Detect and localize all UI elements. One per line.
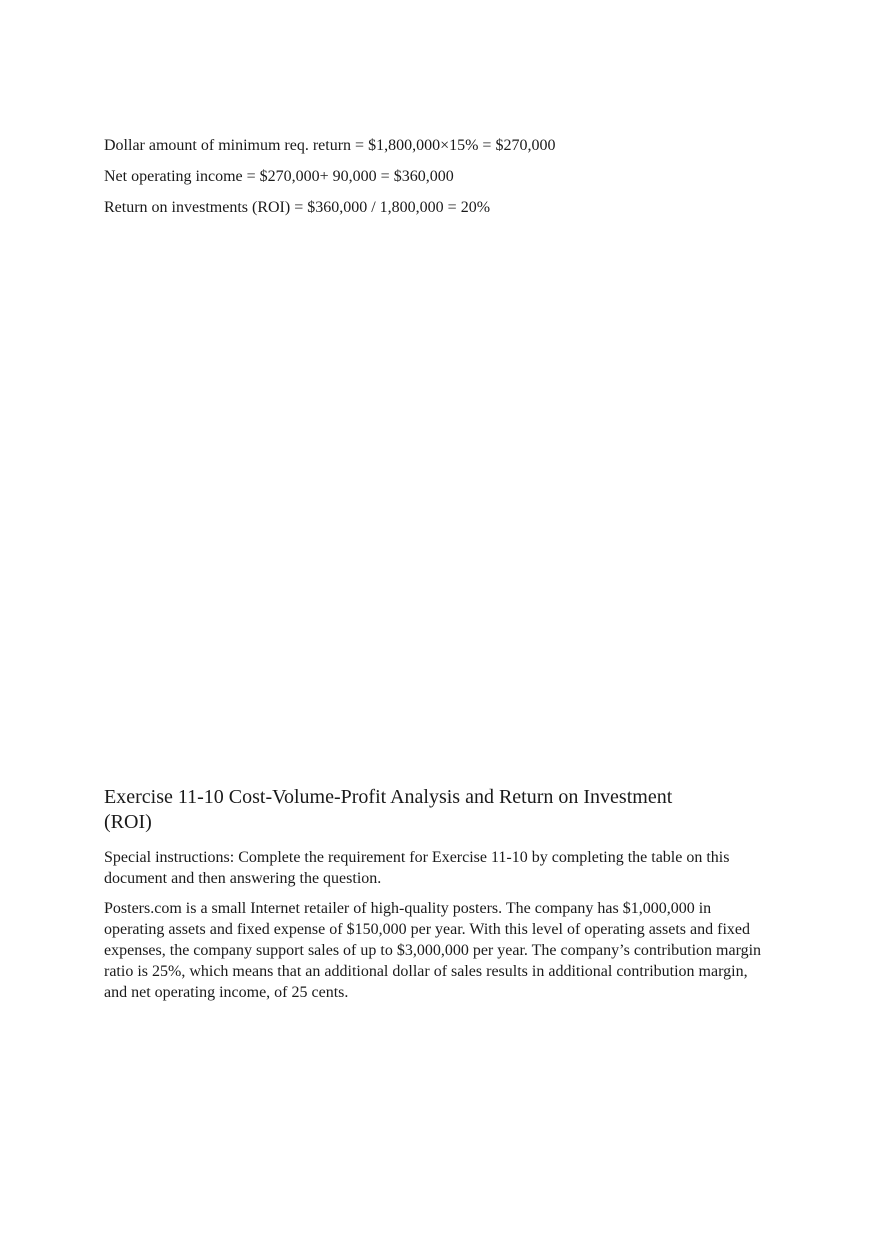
net-operating-income-line: Net operating income = $270,000+ 90,000 = $360,000 xyxy=(104,168,454,185)
roi-line: Return on investments (ROI) = $360,000 / 1,800,000 = 20% xyxy=(104,199,491,216)
exercise-section xyxy=(104,785,764,1012)
exercise-body: Posters.com is a small Internet retailer of high-quality posters. The company has $1,000,000 in operating assets and fixed expense of $150,000 per year. With this level of operating assets and fixed expenses, the company support sales of up to $3,000,000 per year. The company’s contribution margin ratio is 25%, which means that an additional dollar of sales results in additional contribution margin, and net operating income, of 25 cents. xyxy=(104,900,762,1001)
exercise-title: Exercise 11-10 Cost-Volume-Profit Analysis and Return on Investment (ROI) xyxy=(104,786,673,833)
roi-calculation-block xyxy=(104,136,804,229)
minimum-return-line: Dollar amount of minimum req. return = $1,800,000×15% = $270,000 xyxy=(104,137,556,154)
special-instructions: Special instructions: Complete the requirement for Exercise 11-10 by completing the table on this document and then answering the question. xyxy=(104,849,730,887)
